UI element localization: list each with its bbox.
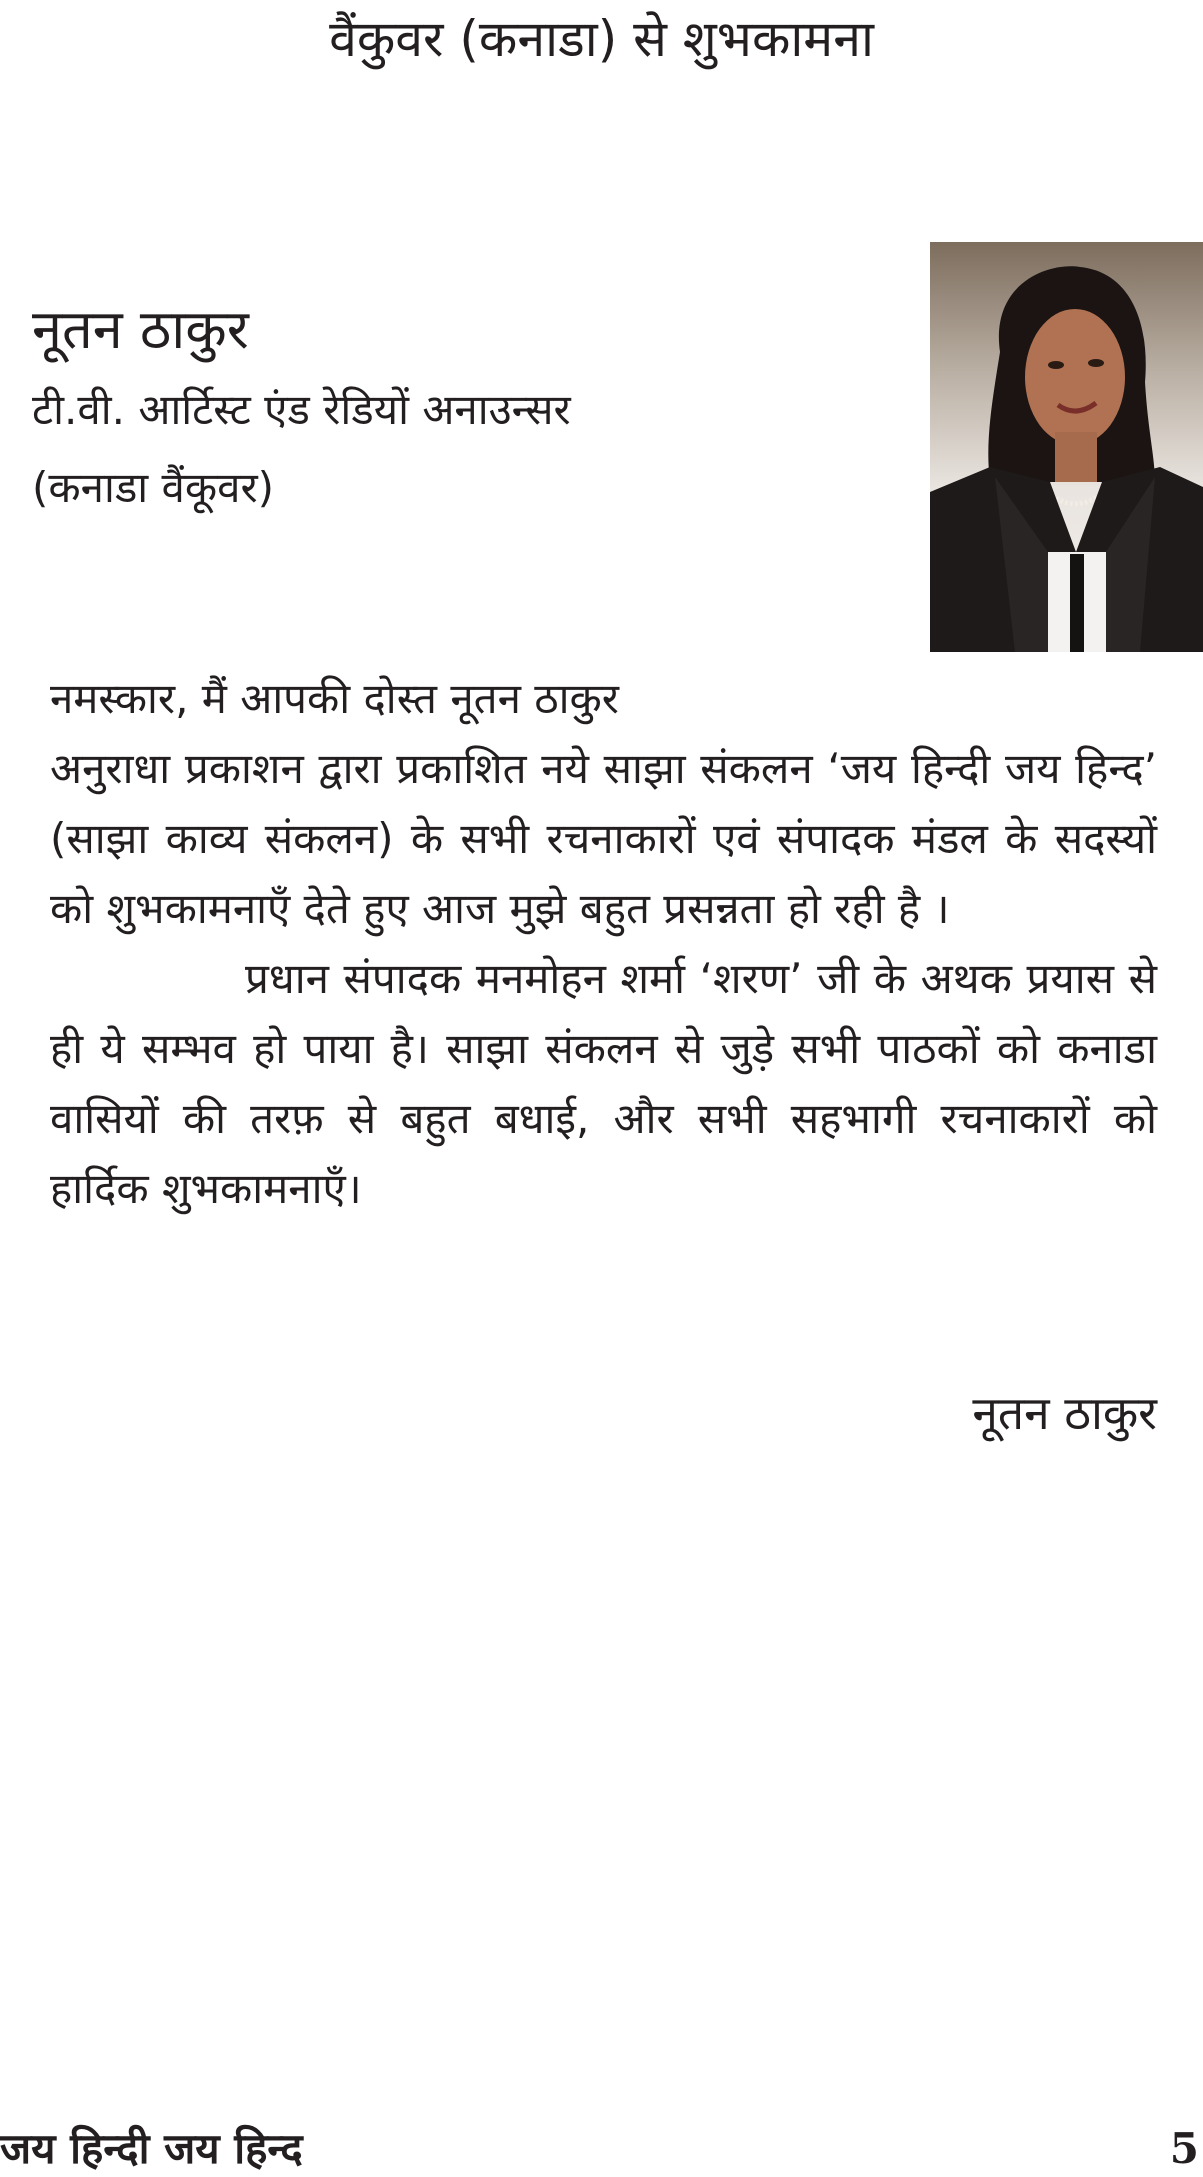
page-title: वैंकुवर (कनाडा) से शुभकामना [329, 10, 874, 68]
signature: नूतन ठाकुर [972, 1386, 1157, 1440]
footer-book-title: जय हिन्दी जय हिन्द [0, 2124, 303, 2173]
author-portrait-photo [930, 242, 1203, 652]
author-location: (कनाडा वैंकूवर) [32, 463, 275, 512]
author-name: नूतन ठाकुर [32, 298, 249, 361]
page-number: 5 [1169, 2124, 1199, 2173]
letter-body [50, 664, 1157, 1224]
portrait-illustration-icon [930, 242, 1203, 652]
greeting-line [50, 664, 1157, 944]
greeting-text: नमस्कार, मैं आपकी दोस्त नूतन ठाकुर [50, 674, 619, 723]
paragraph-2: प्रधान संपादक मनमोहन शर्मा ‘शरण’ जी के अथक प्रयास से ही ये सम्भव हो पाया है। साझा संकलन से जुड़े सभी पाठकों को कनाडा वासियों की तरफ़ से बहुत बधाई, और सभी सहभागी रचनाकारों को हार्दिक शुभकामनाएँ। [50, 954, 1157, 1213]
paragraph-1-text: अनुराधा प्रकाशन द्वारा प्रकाशित नये साझा संकलन ‘जय हिन्दी जय हिन्द’ (साझा काव्य संकलन) के सभी रचनाकारों एवं संपादक मंडल के सदस्यों को शुभकामनाएँ देते हुए आज मुझे बहुत प्रसन्नता हो रही है । [50, 744, 1157, 933]
author-role: टी.वी. आर्टिस्ट एंड रेडियों अनाउन्सर [32, 385, 571, 434]
